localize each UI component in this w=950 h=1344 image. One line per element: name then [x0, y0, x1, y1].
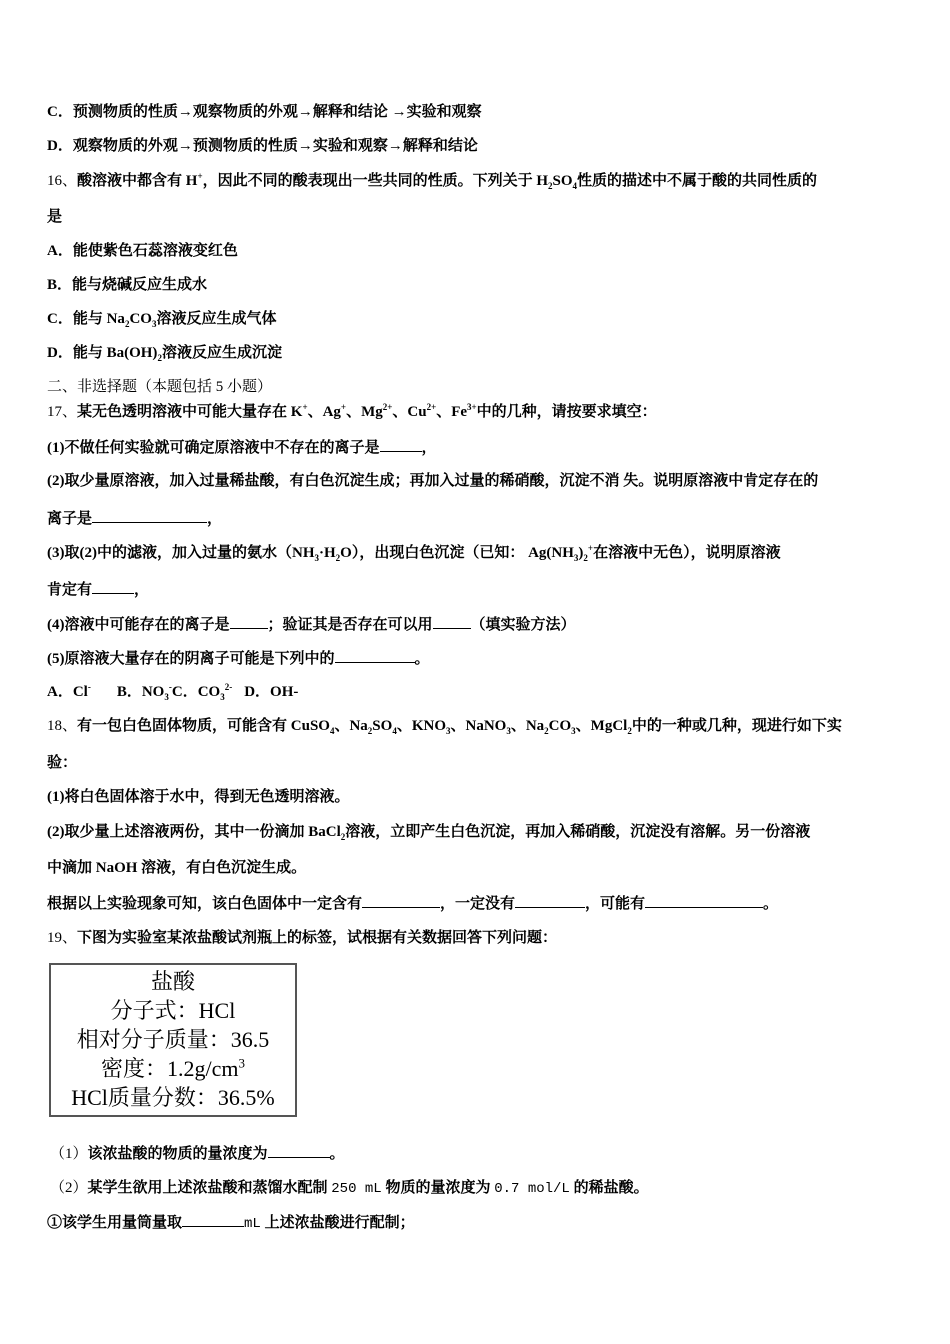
q16-option-c — [47, 309, 276, 329]
punctuation: 。 — [329, 1146, 345, 1162]
subscript: 2 — [340, 832, 346, 842]
answer-blank[interactable] — [335, 648, 415, 663]
subscript: 3 — [220, 692, 225, 702]
subscript: 3 — [506, 726, 511, 736]
punctuation: 。 — [763, 896, 779, 912]
q17-part1 — [47, 437, 437, 458]
superscript: 2- — [224, 682, 233, 692]
punctuation: ， — [421, 440, 437, 456]
stem-text: 中的几种，请按要求填空： — [476, 404, 657, 420]
q19-part2 — [50, 1178, 649, 1199]
q17-part3-line2 — [47, 579, 149, 600]
answer-blank[interactable] — [92, 579, 134, 594]
stem-text: 、Na — [334, 718, 368, 734]
stem-text: 、Mg — [346, 404, 383, 420]
superscript: 2+ — [382, 402, 393, 412]
part-text: 某学生欲用上述浓盐酸和蒸馏水配制 — [87, 1180, 332, 1196]
question-number: 18、 — [47, 718, 78, 734]
superscript: + — [587, 543, 594, 553]
subscript: 3 — [571, 726, 576, 736]
section-title: 二、非选择题（本题包括 5 小题） — [47, 379, 273, 395]
label-density — [51, 1056, 295, 1082]
subscript: 2 — [335, 553, 341, 563]
conclusion-text: ，一定没有 — [440, 896, 516, 912]
subscript: 2 — [157, 353, 162, 363]
label-mass-fraction: HCl质量分数：36.5% — [71, 1085, 275, 1110]
superscript: - — [87, 682, 91, 692]
part-text: O），出现白色沉淀（已知： Ag(NH — [340, 545, 574, 561]
density-text: 密度：1.2g/cm — [101, 1056, 239, 1081]
subscript: 2 — [583, 553, 588, 563]
q17-part3 — [47, 543, 781, 563]
q17-part2-line2 — [47, 508, 222, 529]
part-text: 该学生用量筒量取 — [62, 1215, 183, 1231]
option-text: CO — [129, 311, 152, 327]
q17-part5 — [47, 648, 430, 669]
conclusion-text: 根据以上实验现象可知，该白色固体中一定含有 — [47, 896, 363, 912]
stem-text: 中的一种或几种，现进行如下实 — [631, 718, 842, 734]
option-text: 溶液反应生成气体 — [156, 311, 277, 327]
part-text: 上述浓盐酸进行配制； — [260, 1215, 415, 1231]
label-formula: 分子式：HCl — [110, 998, 236, 1023]
stem-text: 下图为实验室某浓盐酸试剂瓶上的标签，试根据有关数据回答下列问题： — [77, 930, 558, 946]
part-text: （填实验方法） — [470, 617, 576, 633]
q19-part2-sub1 — [47, 1212, 415, 1234]
part-text: 将白色固体溶于水中，得到无色透明溶液。 — [64, 789, 350, 805]
part-text: 溶液中可能存在的离子是 — [64, 617, 230, 633]
answer-blank[interactable] — [182, 1212, 244, 1227]
option-letter: B． — [47, 277, 73, 293]
part-text: 肯定有 — [47, 582, 93, 598]
part-label: (5) — [47, 651, 65, 667]
stem-text: 、Cu — [392, 404, 427, 420]
part-label: (2) — [47, 824, 65, 840]
stem-text: 、Fe — [436, 404, 468, 420]
q18-part1 — [47, 787, 350, 807]
option-d: D．OH- — [244, 684, 299, 700]
q18-conclusion — [47, 893, 778, 914]
stem-text: 酸溶液中都含有 H — [77, 173, 198, 189]
subscript: 4 — [329, 726, 335, 736]
q16-option-d — [47, 343, 282, 363]
option-text: 能使紫色石蕊溶液变红色 — [72, 243, 238, 259]
superscript: - — [168, 682, 172, 692]
stem-text: 、Na — [510, 718, 545, 734]
option-a: A．Cl — [47, 684, 88, 700]
answer-blank[interactable] — [380, 437, 422, 452]
question-number: 16、 — [47, 173, 78, 189]
punctuation: ， — [134, 582, 150, 598]
subscript: 2 — [367, 726, 373, 736]
subscript: 3 — [151, 319, 157, 329]
option-c: C．CO — [171, 684, 221, 700]
subscript: 4 — [572, 181, 578, 191]
answer-blank[interactable] — [92, 508, 207, 523]
stem-text: 、Ag — [307, 404, 341, 420]
option-text: 能与烧碱反应生成水 — [72, 277, 208, 293]
part-text: 取少量上述溶液两份，其中一份滴加 BaCl — [64, 824, 341, 840]
part-label: ① — [47, 1215, 63, 1231]
stem-text: SO — [372, 718, 393, 734]
q17-options — [47, 682, 298, 702]
part-text: ·H — [319, 545, 336, 561]
stem-text: 、MgCl — [575, 718, 628, 734]
part-label: (4) — [47, 617, 65, 633]
q17-part2 — [47, 471, 818, 491]
part-label: （1） — [50, 1146, 88, 1162]
q16-stem — [47, 171, 817, 191]
q19-part1 — [50, 1143, 345, 1164]
q15-option-d — [47, 136, 478, 156]
conclusion-text: ，可能有 — [585, 896, 646, 912]
option-letter: D． — [47, 345, 73, 361]
option-text: 能与 Ba(OH) — [72, 345, 158, 361]
stem-text: CO — [548, 718, 572, 734]
part-label: （2） — [50, 1180, 88, 1196]
unit-text: mL — [244, 1216, 261, 1232]
punctuation: 。 — [414, 651, 430, 667]
part-text: 取(2)中的滤液，加入过量的氨水（NH — [64, 545, 315, 561]
part-text: 物质的量浓度为 — [381, 1180, 495, 1196]
volume-value: 250 mL — [331, 1181, 382, 1197]
option-b: B．NO — [116, 684, 165, 700]
superscript: + — [340, 402, 347, 412]
part-text: ；验证其是否存在可以用 — [267, 617, 433, 633]
part-text: 该浓盐酸的物质的量浓度为 — [87, 1146, 268, 1162]
part-text: 溶液，立即产生白色沉淀，再加入稀硝酸，沉淀没有溶解。另一份溶液 — [345, 824, 811, 840]
answer-blank[interactable] — [230, 614, 268, 629]
option-text: 观察物质的外观→预测物质的性质→实验和观察→解释和结论 — [72, 138, 478, 154]
q18-stem — [47, 716, 842, 736]
stem-text: SO — [552, 173, 573, 189]
q17-part4 — [47, 614, 576, 635]
part-label: (2) — [47, 473, 65, 489]
punctuation: ， — [207, 511, 223, 527]
answer-blank[interactable] — [362, 893, 440, 908]
subscript: 4 — [392, 726, 397, 736]
part-text: 的稀盐酸。 — [569, 1180, 649, 1196]
q15-option-c — [47, 102, 482, 122]
question-number: 19、 — [47, 930, 78, 946]
q16-stem-line2: 是 — [47, 209, 63, 225]
subscript: 3 — [445, 726, 451, 736]
option-text: 溶液反应生成沉淀 — [161, 345, 282, 361]
part-text: 取少量原溶液，加入过量稀盐酸，有白色沉淀生成；再加入过量的稀硝酸，沉淀不消 失。说明原溶液中肯定存在的 — [64, 473, 819, 489]
superscript: + — [197, 171, 203, 181]
part-label: (3) — [47, 545, 65, 561]
label-molar-mass: 相对分子质量：36.5 — [76, 1027, 270, 1052]
q18-part2 — [47, 822, 810, 842]
part-text: 离子是 — [47, 511, 93, 527]
option-letter: C． — [47, 104, 73, 120]
subscript: 3 — [314, 553, 319, 563]
q16-option-a — [47, 241, 238, 261]
subscript: 2 — [124, 319, 130, 329]
reagent-label — [49, 963, 297, 1117]
superscript: 2+ — [426, 402, 437, 412]
superscript: 3+ — [467, 402, 477, 412]
subscript: 2 — [548, 181, 553, 191]
option-letter: D． — [47, 138, 73, 154]
subscript: 2 — [627, 726, 632, 736]
option-text: 能与 Na — [72, 311, 125, 327]
part-text: 原溶液大量存在的阴离子可能是下列中的 — [64, 651, 335, 667]
option-letter: A． — [47, 243, 73, 259]
option-letter: C． — [47, 311, 73, 327]
subscript: 3 — [573, 553, 579, 563]
label-title: 盐酸 — [150, 969, 195, 994]
part-text: ) — [578, 545, 584, 561]
answer-blank[interactable] — [268, 1143, 330, 1158]
part-label: (1) — [47, 440, 65, 456]
answer-blank[interactable] — [645, 893, 763, 908]
q19-stem — [47, 928, 557, 948]
superscript: + — [302, 402, 308, 412]
stem-text: 性质的描述中不属于酸的共同性质的 — [577, 173, 818, 189]
stem-text: ，因此不同的酸表现出一些共同的性质。下列关于 H — [202, 173, 548, 189]
part-text: 在溶液中无色），说明原溶液 — [593, 545, 781, 561]
q16-option-b — [47, 275, 207, 295]
q18-part2-line2: 中滴加 NaOH 溶液，有白色沉淀生成。 — [47, 860, 307, 876]
stem-text: 某无色透明溶液中可能大量存在 K — [77, 404, 303, 420]
part-text: 不做任何实验就可确定原溶液中不存在的离子是 — [64, 440, 380, 456]
option-text: 预测物质的性质→观察物质的外观→解释和结论 →实验和观察 — [72, 104, 482, 120]
q17-stem — [47, 402, 657, 422]
superscript: 3 — [238, 1055, 245, 1071]
stem-text: 、KNO — [396, 718, 446, 734]
part-label: (1) — [47, 789, 65, 805]
q18-stem-line2: 验： — [47, 755, 78, 771]
answer-blank[interactable] — [515, 893, 585, 908]
concentration-value: 0.7 mol/L — [494, 1181, 570, 1197]
subscript: 2 — [544, 726, 549, 736]
stem-text: 有一包白色固体物质，可能含有 CuSO — [77, 718, 330, 734]
question-number: 17、 — [47, 404, 78, 420]
stem-text: 、NaNO — [450, 718, 507, 734]
answer-blank[interactable] — [433, 614, 471, 629]
subscript: 3 — [164, 692, 169, 702]
